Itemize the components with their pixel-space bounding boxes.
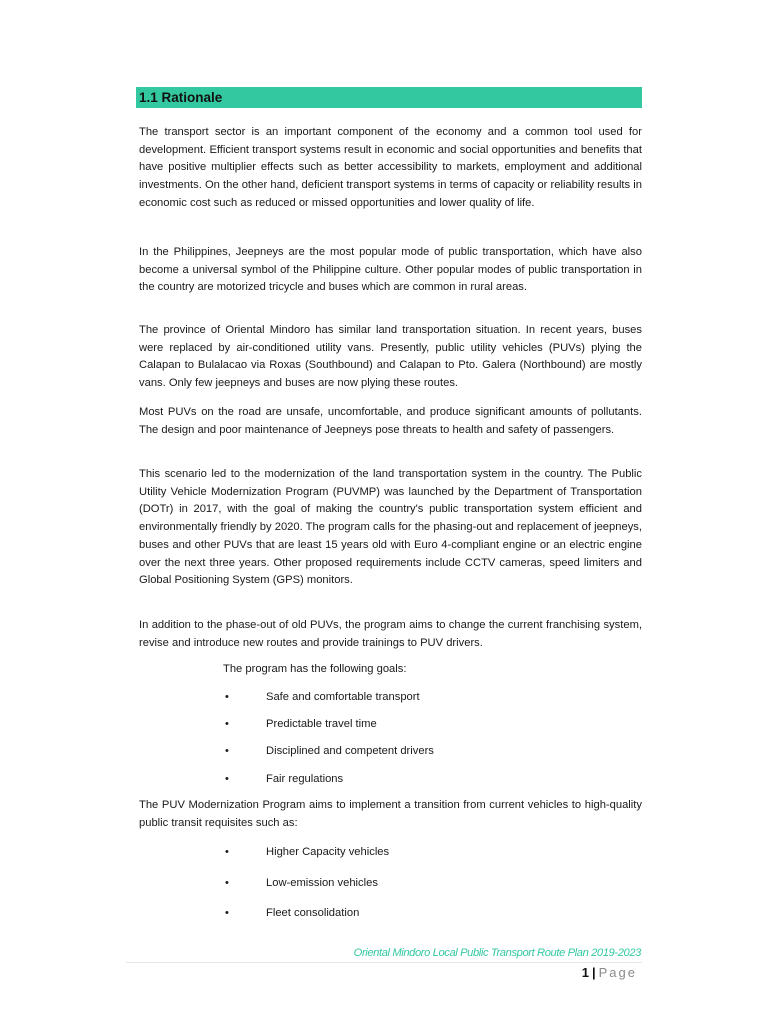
bullet-icon: • <box>225 745 229 757</box>
page-separator: | <box>591 965 596 980</box>
goal-text: Fair regulations <box>266 773 344 785</box>
page-label: Page <box>598 965 637 980</box>
page-number: 1 <box>581 965 589 980</box>
bullet-icon: • <box>225 773 229 785</box>
paragraph-transport-sector: The transport sector is an important component of the economy and a common tool used for development. Efficient transport systems result in economic and social opportunities and benefits that have positive multiplier effects such as better accessibility to markets, employment and additional investments. On the other hand, deficient transport systems in terms of capacity or reliability results in economic cost such as reduced or missed opportunities and lower quality of life. <box>139 126 642 209</box>
bullet-icon: • <box>225 691 229 703</box>
footer-title: Oriental Mindoro Local Public Transport Route Plan 2019-2023 <box>353 947 641 959</box>
footer-divider <box>126 962 642 963</box>
goal-text: Predictable travel time <box>266 718 377 730</box>
goal-text: Safe and comfortable transport <box>266 691 420 703</box>
requisite-text: Low-emission vehicles <box>266 877 378 889</box>
goals-intro: The program has the following goals: <box>223 663 407 675</box>
page-number-block <box>582 964 637 982</box>
bullet-icon: • <box>225 718 229 730</box>
paragraph-modernization: This scenario led to the modernization of the land transportation system in the country. The Public Utility Vehicle Modernization Program (PUVMP) was launched by the Department of Transportation (DOTr) in 2017, with the goal of making the country's public transportation system efficient and environmentally friendly by 2020. The program calls for the phasing-out and replacement of jeepneys, buses and other PUVs that are least 15 years old with Euro 4-compliant engine or an electric engine over the next three years. Other proposed requirements include CCTV cameras, speed limiters and Global Positioning System (GPS) monitors. <box>139 468 642 587</box>
requisite-text: Fleet consolidation <box>266 907 360 919</box>
bullet-icon: • <box>225 877 229 889</box>
requisite-text: Higher Capacity vehicles <box>266 846 390 858</box>
paragraph-oriental-mindoro: The province of Oriental Mindoro has similar land transportation situation. In recent years, buses were replaced by air-conditioned utility vans. Presently, public utility vehicles (PUVs) plying the Calapan to Bulalacao via Roxas (Southbound) and Calapan to Pto. Galera (Northbound) are mostly vans. Only few jeepneys and buses are now plying these routes. <box>139 324 642 390</box>
paragraph-jeepneys: In the Philippines, Jeepneys are the most popular mode of public transportation, which have also become a universal symbol of the Philippine culture. Other popular modes of public transportation in the country are motorized tricycle and buses which are common in rural areas. <box>139 246 642 294</box>
paragraph-unsafe-puvs: Most PUVs on the road are unsafe, uncomfortable, and produce significant amounts of pollutants. The design and poor maintenance of Jeepneys pose threats to health and safety of passengers. <box>139 406 642 436</box>
bullet-icon: • <box>225 907 229 919</box>
section-heading-bar <box>136 87 642 108</box>
goal-text: Disciplined and competent drivers <box>266 745 434 757</box>
bullet-icon: • <box>225 846 229 858</box>
paragraph-transition: The PUV Modernization Program aims to implement a transition from current vehicles to high-quality public transit requisites such as: <box>139 799 642 829</box>
section-heading: 1.1 Rationale <box>139 90 223 105</box>
paragraph-phase-out: In addition to the phase-out of old PUVs, the program aims to change the current franchising system, revise and introduce new routes and provide trainings to PUV drivers. <box>139 619 642 649</box>
